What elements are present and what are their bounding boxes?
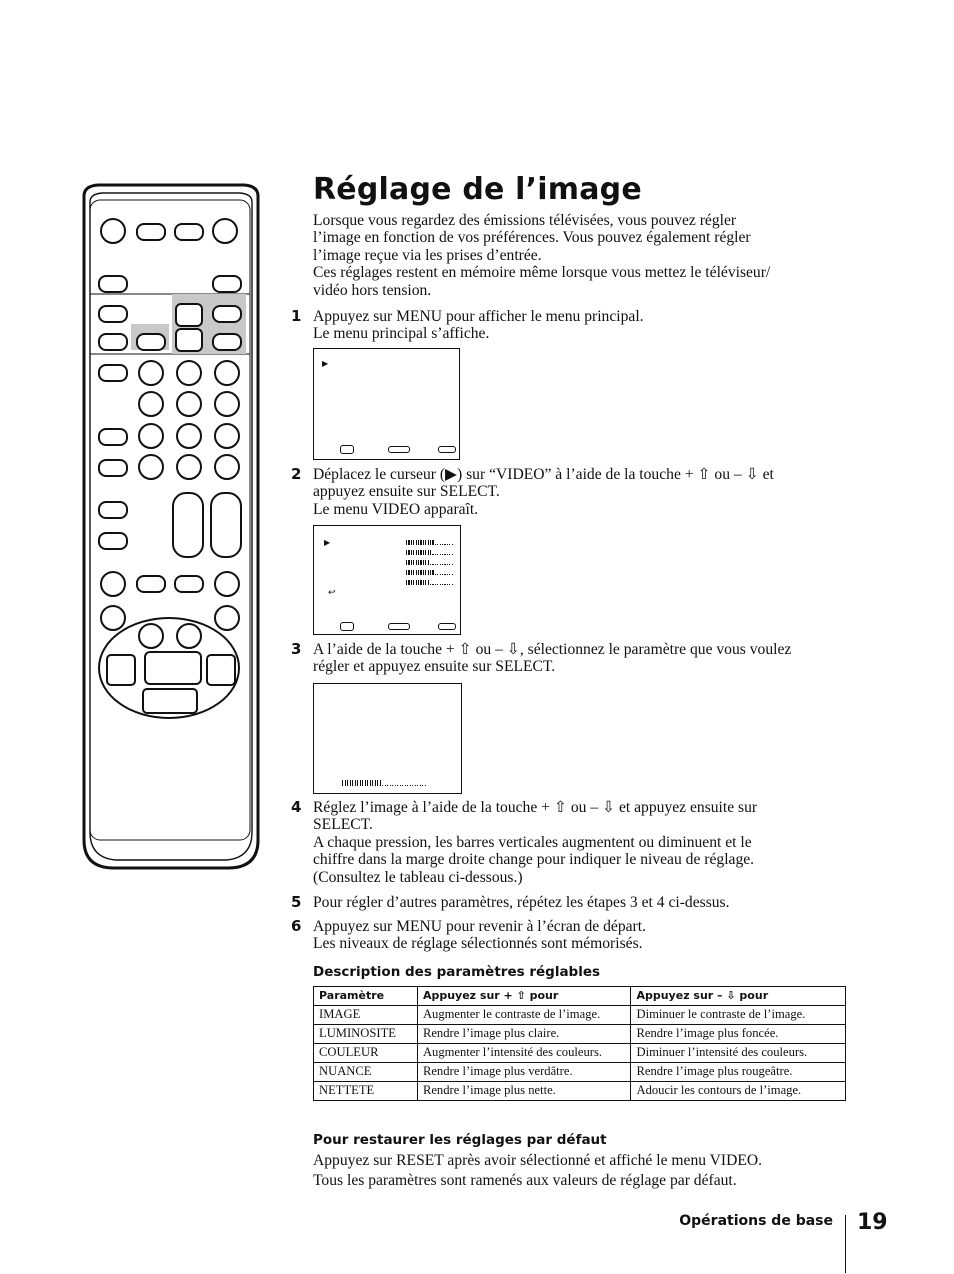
table-cell: Rendre l’image plus verdâtre. bbox=[417, 1063, 631, 1082]
table-heading: Description des paramètres réglables bbox=[313, 964, 601, 980]
level-tick bbox=[405, 785, 406, 786]
level-tick bbox=[350, 780, 351, 786]
step-line: Réglez l’image à l’aide de la touche + ⇧ ou – ⇩ et appuyez ensuite sur bbox=[313, 799, 758, 816]
footer-divider bbox=[845, 1215, 846, 1273]
level-tick bbox=[440, 554, 441, 555]
table-header-cell: Paramètre bbox=[314, 987, 418, 1006]
level-tick bbox=[417, 785, 418, 786]
step-line: régler et appuyez ensuite sur SELECT. bbox=[313, 658, 556, 676]
level-tick bbox=[352, 780, 353, 786]
level-tick bbox=[435, 554, 436, 555]
level-tick bbox=[447, 564, 448, 565]
level-tick bbox=[406, 580, 407, 585]
level-tick bbox=[408, 570, 409, 575]
level-tick bbox=[452, 554, 453, 555]
menu-badge-icon bbox=[340, 622, 354, 631]
footer-section-label: Opérations de base bbox=[679, 1213, 833, 1229]
level-tick bbox=[437, 544, 438, 545]
step-number: 3 bbox=[291, 640, 302, 658]
remote-pill-button bbox=[98, 459, 128, 477]
level-tick bbox=[357, 780, 358, 786]
level-tick bbox=[425, 550, 426, 555]
remote-round-button bbox=[100, 605, 126, 631]
level-tick bbox=[425, 560, 426, 565]
number-button-icon bbox=[214, 454, 240, 480]
level-tick bbox=[432, 540, 433, 545]
level-tick bbox=[452, 544, 453, 545]
level-tick bbox=[413, 540, 414, 545]
plus-up-button-icon bbox=[175, 303, 203, 327]
level-tick bbox=[449, 544, 450, 545]
table-cell: IMAGE bbox=[314, 1006, 418, 1025]
remote-pill-button bbox=[98, 364, 128, 382]
remote-pill-button bbox=[98, 275, 128, 293]
level-tick bbox=[382, 785, 383, 786]
table-row bbox=[314, 1044, 846, 1063]
program-rocker-icon bbox=[210, 492, 242, 558]
number-button-icon bbox=[176, 360, 202, 386]
rewind-button-icon bbox=[106, 654, 136, 686]
level-bar-row bbox=[406, 570, 454, 575]
level-tick bbox=[412, 785, 413, 786]
level-tick bbox=[432, 570, 433, 575]
level-tick bbox=[375, 780, 376, 786]
step-line: chiffre dans la marge droite change pour indiquer le niveau de réglage. bbox=[313, 851, 755, 869]
parameter-level-bar bbox=[342, 780, 428, 786]
level-tick bbox=[442, 574, 443, 575]
level-tick bbox=[377, 780, 378, 786]
level-tick bbox=[452, 564, 453, 565]
level-tick bbox=[425, 580, 426, 585]
level-tick bbox=[449, 554, 450, 555]
level-tick bbox=[420, 570, 421, 575]
level-tick bbox=[442, 554, 443, 555]
step-line: (Consultez le tableau ci-dessous.) bbox=[313, 868, 523, 886]
level-tick bbox=[452, 584, 453, 585]
step-line: SELECT. bbox=[313, 816, 373, 834]
rewind-small-button-icon bbox=[138, 623, 164, 649]
level-tick bbox=[428, 570, 429, 575]
level-tick bbox=[423, 540, 424, 545]
intro-line: Ces réglages restent en mémoire même lorsque vous mettez le téléviseur/ bbox=[313, 264, 771, 282]
video-level-bars bbox=[406, 540, 454, 594]
step-number: 6 bbox=[291, 917, 302, 935]
level-tick bbox=[432, 554, 433, 555]
intro-line: l’image en fonction de vos préférences. Vous pouvez également régler bbox=[313, 229, 751, 247]
page-number: 19 bbox=[857, 1210, 888, 1235]
level-tick bbox=[420, 550, 421, 555]
step-number: 5 bbox=[291, 893, 302, 911]
level-tick bbox=[442, 584, 443, 585]
table-cell: LUMINOSITE bbox=[314, 1025, 418, 1044]
level-tick bbox=[452, 574, 453, 575]
parameters-table-wrap bbox=[313, 986, 846, 1101]
step-text bbox=[313, 799, 853, 886]
level-tick bbox=[418, 570, 419, 575]
step-line: Les niveaux de réglage sélectionnés sont mémorisés. bbox=[313, 935, 643, 953]
level-tick bbox=[385, 785, 386, 786]
level-tick bbox=[447, 574, 448, 575]
level-tick bbox=[420, 785, 421, 786]
level-tick bbox=[365, 780, 366, 786]
page-title: Réglage de l’image bbox=[313, 172, 642, 207]
step-line: appuyez ensuite sur SELECT. bbox=[313, 483, 500, 501]
level-tick bbox=[367, 780, 368, 786]
table-header-row bbox=[314, 987, 846, 1006]
slow-plus-button-icon bbox=[174, 575, 204, 593]
level-tick bbox=[428, 560, 429, 565]
number-button-icon bbox=[138, 454, 164, 480]
minus-down-button-icon bbox=[175, 328, 203, 352]
table-cell: Augmenter l’intensité des couleurs. bbox=[417, 1044, 631, 1063]
level-tick bbox=[442, 564, 443, 565]
level-tick bbox=[440, 584, 441, 585]
level-tick bbox=[397, 785, 398, 786]
level-bar-row bbox=[406, 580, 454, 585]
table-row bbox=[314, 1063, 846, 1082]
slow-minus-button-icon bbox=[136, 575, 166, 593]
stop-button-icon bbox=[142, 688, 198, 714]
level-tick bbox=[411, 540, 412, 545]
step-text bbox=[313, 641, 858, 676]
level-tick bbox=[442, 544, 443, 545]
level-tick bbox=[430, 570, 431, 575]
level-tick bbox=[416, 580, 417, 585]
level-tick bbox=[423, 580, 424, 585]
step-text bbox=[313, 308, 853, 343]
level-tick bbox=[406, 570, 407, 575]
level-tick bbox=[444, 564, 445, 565]
level-tick bbox=[428, 550, 429, 555]
level-tick bbox=[372, 780, 373, 786]
number-button-icon bbox=[138, 423, 164, 449]
menu-soft-button-icon bbox=[438, 623, 456, 630]
menu-badge-icon bbox=[340, 445, 354, 454]
step-line: Appuyez sur MENU pour afficher le menu principal. bbox=[313, 308, 644, 325]
table-header-cell: Appuyez sur – ⇩ pour bbox=[631, 987, 846, 1006]
eject-button-icon bbox=[100, 218, 126, 244]
step-number: 1 bbox=[291, 307, 302, 325]
step-line: Le menu principal s’affiche. bbox=[313, 325, 490, 343]
step-line: Déplacez le curseur (▶) sur “VIDEO” à l’aide de la touche + ⇧ ou – ⇩ et bbox=[313, 466, 774, 483]
video-cursor-icon: ▶ bbox=[324, 538, 331, 547]
menu-soft-button-icon bbox=[388, 446, 410, 453]
level-tick bbox=[444, 574, 445, 575]
level-tick bbox=[447, 584, 448, 585]
remote-pill-button bbox=[212, 275, 242, 293]
number-button-icon bbox=[214, 360, 240, 386]
table-cell: Augmenter le contraste de l’image. bbox=[417, 1006, 631, 1025]
level-tick bbox=[437, 554, 438, 555]
level-tick bbox=[430, 564, 431, 565]
table-cell: NETTETE bbox=[314, 1082, 418, 1101]
step-number: 4 bbox=[291, 798, 302, 816]
level-tick bbox=[408, 540, 409, 545]
level-tick bbox=[418, 580, 419, 585]
level-tick bbox=[345, 780, 346, 786]
play-button-icon bbox=[144, 651, 202, 685]
level-tick bbox=[430, 550, 431, 555]
level-tick bbox=[413, 550, 414, 555]
level-tick bbox=[411, 580, 412, 585]
level-tick bbox=[416, 560, 417, 565]
number-button-icon bbox=[176, 423, 202, 449]
level-tick bbox=[423, 550, 424, 555]
level-tick bbox=[406, 550, 407, 555]
level-tick bbox=[355, 780, 356, 786]
table-cell: Rendre l’image plus nette. bbox=[417, 1082, 631, 1101]
level-tick bbox=[342, 780, 343, 786]
level-tick bbox=[390, 785, 391, 786]
level-tick bbox=[411, 570, 412, 575]
level-tick bbox=[425, 785, 426, 786]
level-tick bbox=[380, 780, 381, 786]
level-tick bbox=[420, 540, 421, 545]
step-text bbox=[313, 918, 853, 953]
pause-button-icon bbox=[214, 605, 240, 631]
level-tick bbox=[416, 550, 417, 555]
table-cell: NUANCE bbox=[314, 1063, 418, 1082]
intro-paragraph bbox=[313, 212, 853, 299]
fast-forward-button-icon bbox=[206, 654, 236, 686]
step-text bbox=[313, 894, 853, 911]
remote-round-button bbox=[214, 571, 240, 597]
menu-cursor-icon: ▶ bbox=[322, 359, 329, 368]
level-tick bbox=[402, 785, 403, 786]
reset-line: Appuyez sur RESET après avoir sélectionné et affiché le menu VIDEO. bbox=[313, 1152, 763, 1169]
table-cell: Diminuer le contraste de l’image. bbox=[631, 1006, 846, 1025]
step-line: A l’aide de la touche + ⇧ ou – ⇩, sélectionnez le paramètre que vous voulez bbox=[313, 641, 792, 658]
power-button-icon bbox=[212, 218, 238, 244]
level-tick bbox=[360, 780, 361, 786]
number-button-icon bbox=[176, 454, 202, 480]
table-row bbox=[314, 1025, 846, 1044]
level-tick bbox=[435, 584, 436, 585]
level-tick bbox=[422, 785, 423, 786]
level-tick bbox=[425, 570, 426, 575]
level-tick bbox=[440, 564, 441, 565]
remote-pill-button bbox=[212, 333, 242, 351]
level-tick bbox=[395, 785, 396, 786]
level-tick bbox=[447, 554, 448, 555]
level-tick bbox=[449, 574, 450, 575]
reset-text bbox=[313, 1151, 853, 1190]
level-tick bbox=[418, 560, 419, 565]
table-cell: Diminuer l’intensité des couleurs. bbox=[631, 1044, 846, 1063]
intro-line: Lorsque vous regardez des émissions télévisées, vous pouvez régler bbox=[313, 212, 737, 229]
remote-pill-button bbox=[136, 223, 166, 241]
level-tick bbox=[444, 544, 445, 545]
level-tick bbox=[430, 584, 431, 585]
intro-line: vidéo hors tension. bbox=[313, 281, 432, 299]
step-line: Pour régler d’autres paramètres, répétez les étapes 3 et 4 ci-dessus. bbox=[313, 894, 730, 911]
table-row bbox=[314, 1082, 846, 1101]
reset-line: Tous les paramètres sont ramenés aux valeurs de réglage par défaut. bbox=[313, 1171, 737, 1189]
number-button-icon bbox=[176, 391, 202, 417]
video-menu-screen bbox=[313, 525, 461, 635]
level-tick bbox=[423, 570, 424, 575]
level-tick bbox=[428, 540, 429, 545]
level-tick bbox=[418, 540, 419, 545]
level-tick bbox=[444, 554, 445, 555]
level-tick bbox=[420, 560, 421, 565]
level-tick bbox=[449, 564, 450, 565]
select-button-icon bbox=[136, 333, 166, 351]
level-tick bbox=[410, 785, 411, 786]
level-bar-row bbox=[406, 560, 454, 565]
level-tick bbox=[447, 544, 448, 545]
level-tick bbox=[440, 544, 441, 545]
level-tick bbox=[435, 574, 436, 575]
level-tick bbox=[400, 785, 401, 786]
level-tick bbox=[437, 574, 438, 575]
level-tick bbox=[408, 580, 409, 585]
level-tick bbox=[411, 550, 412, 555]
table-cell: Rendre l’image plus rougeâtre. bbox=[631, 1063, 846, 1082]
number-button-icon bbox=[214, 391, 240, 417]
level-tick bbox=[435, 564, 436, 565]
table-cell: COULEUR bbox=[314, 1044, 418, 1063]
step-line: A chaque pression, les barres verticales augmentent ou diminuent et le bbox=[313, 833, 752, 851]
level-tick bbox=[387, 785, 388, 786]
level-tick bbox=[432, 564, 433, 565]
level-tick bbox=[440, 574, 441, 575]
level-tick bbox=[408, 560, 409, 565]
level-tick bbox=[435, 544, 436, 545]
level-tick bbox=[423, 560, 424, 565]
step-line: Le menu VIDEO apparaît. bbox=[313, 500, 479, 518]
level-tick bbox=[411, 560, 412, 565]
level-tick bbox=[416, 570, 417, 575]
table-row bbox=[314, 1006, 846, 1025]
back-button-icon bbox=[98, 333, 128, 351]
number-button-icon bbox=[138, 391, 164, 417]
level-tick bbox=[407, 785, 408, 786]
reset-icon: ↩ bbox=[328, 588, 336, 598]
number-button-icon bbox=[138, 360, 164, 386]
intro-line: l’image reçue via les prises d’entrée. bbox=[313, 246, 542, 264]
remote-pill-button bbox=[98, 532, 128, 550]
forward-small-button-icon bbox=[176, 623, 202, 649]
menu-button-icon bbox=[98, 305, 128, 323]
level-tick bbox=[408, 550, 409, 555]
number-button-icon bbox=[214, 423, 240, 449]
reset-heading: Pour restaurer les réglages par défaut bbox=[313, 1132, 607, 1148]
level-tick bbox=[428, 580, 429, 585]
volume-rocker-icon bbox=[172, 492, 204, 558]
level-tick bbox=[444, 584, 445, 585]
level-tick bbox=[406, 540, 407, 545]
step-line: Appuyez sur MENU pour revenir à l’écran de départ. bbox=[313, 918, 646, 935]
level-tick bbox=[437, 584, 438, 585]
remote-pill-button bbox=[212, 305, 242, 323]
remote-pill-button bbox=[98, 501, 128, 519]
level-tick bbox=[370, 780, 371, 786]
level-tick bbox=[413, 560, 414, 565]
level-tick bbox=[418, 550, 419, 555]
record-button-icon bbox=[100, 571, 126, 597]
main-menu-screen bbox=[313, 348, 460, 460]
level-bar-row bbox=[406, 550, 454, 555]
table-cell: Rendre l’image plus foncée. bbox=[631, 1025, 846, 1044]
level-tick bbox=[415, 785, 416, 786]
level-bar-row bbox=[406, 540, 454, 545]
remote-pill-button bbox=[98, 428, 128, 446]
level-tick bbox=[430, 540, 431, 545]
step-text bbox=[313, 466, 853, 518]
level-tick bbox=[432, 584, 433, 585]
level-tick bbox=[347, 780, 348, 786]
level-tick bbox=[362, 780, 363, 786]
level-tick bbox=[420, 580, 421, 585]
level-tick bbox=[413, 580, 414, 585]
table-header-cell: Appuyez sur + ⇧ pour bbox=[417, 987, 631, 1006]
remote-control-illustration bbox=[78, 180, 264, 870]
step-number: 2 bbox=[291, 465, 302, 483]
parameter-screen bbox=[313, 683, 462, 794]
level-tick bbox=[416, 540, 417, 545]
menu-soft-button-icon bbox=[438, 446, 456, 453]
level-tick bbox=[392, 785, 393, 786]
table-cell: Adoucir les contours de l’image. bbox=[631, 1082, 846, 1101]
level-tick bbox=[413, 570, 414, 575]
level-tick bbox=[406, 560, 407, 565]
level-tick bbox=[425, 540, 426, 545]
level-tick bbox=[437, 564, 438, 565]
parameters-table bbox=[313, 986, 846, 1101]
level-tick bbox=[449, 584, 450, 585]
table-cell: Rendre l’image plus claire. bbox=[417, 1025, 631, 1044]
remote-pill-button bbox=[174, 223, 204, 241]
menu-soft-button-icon bbox=[388, 623, 410, 630]
